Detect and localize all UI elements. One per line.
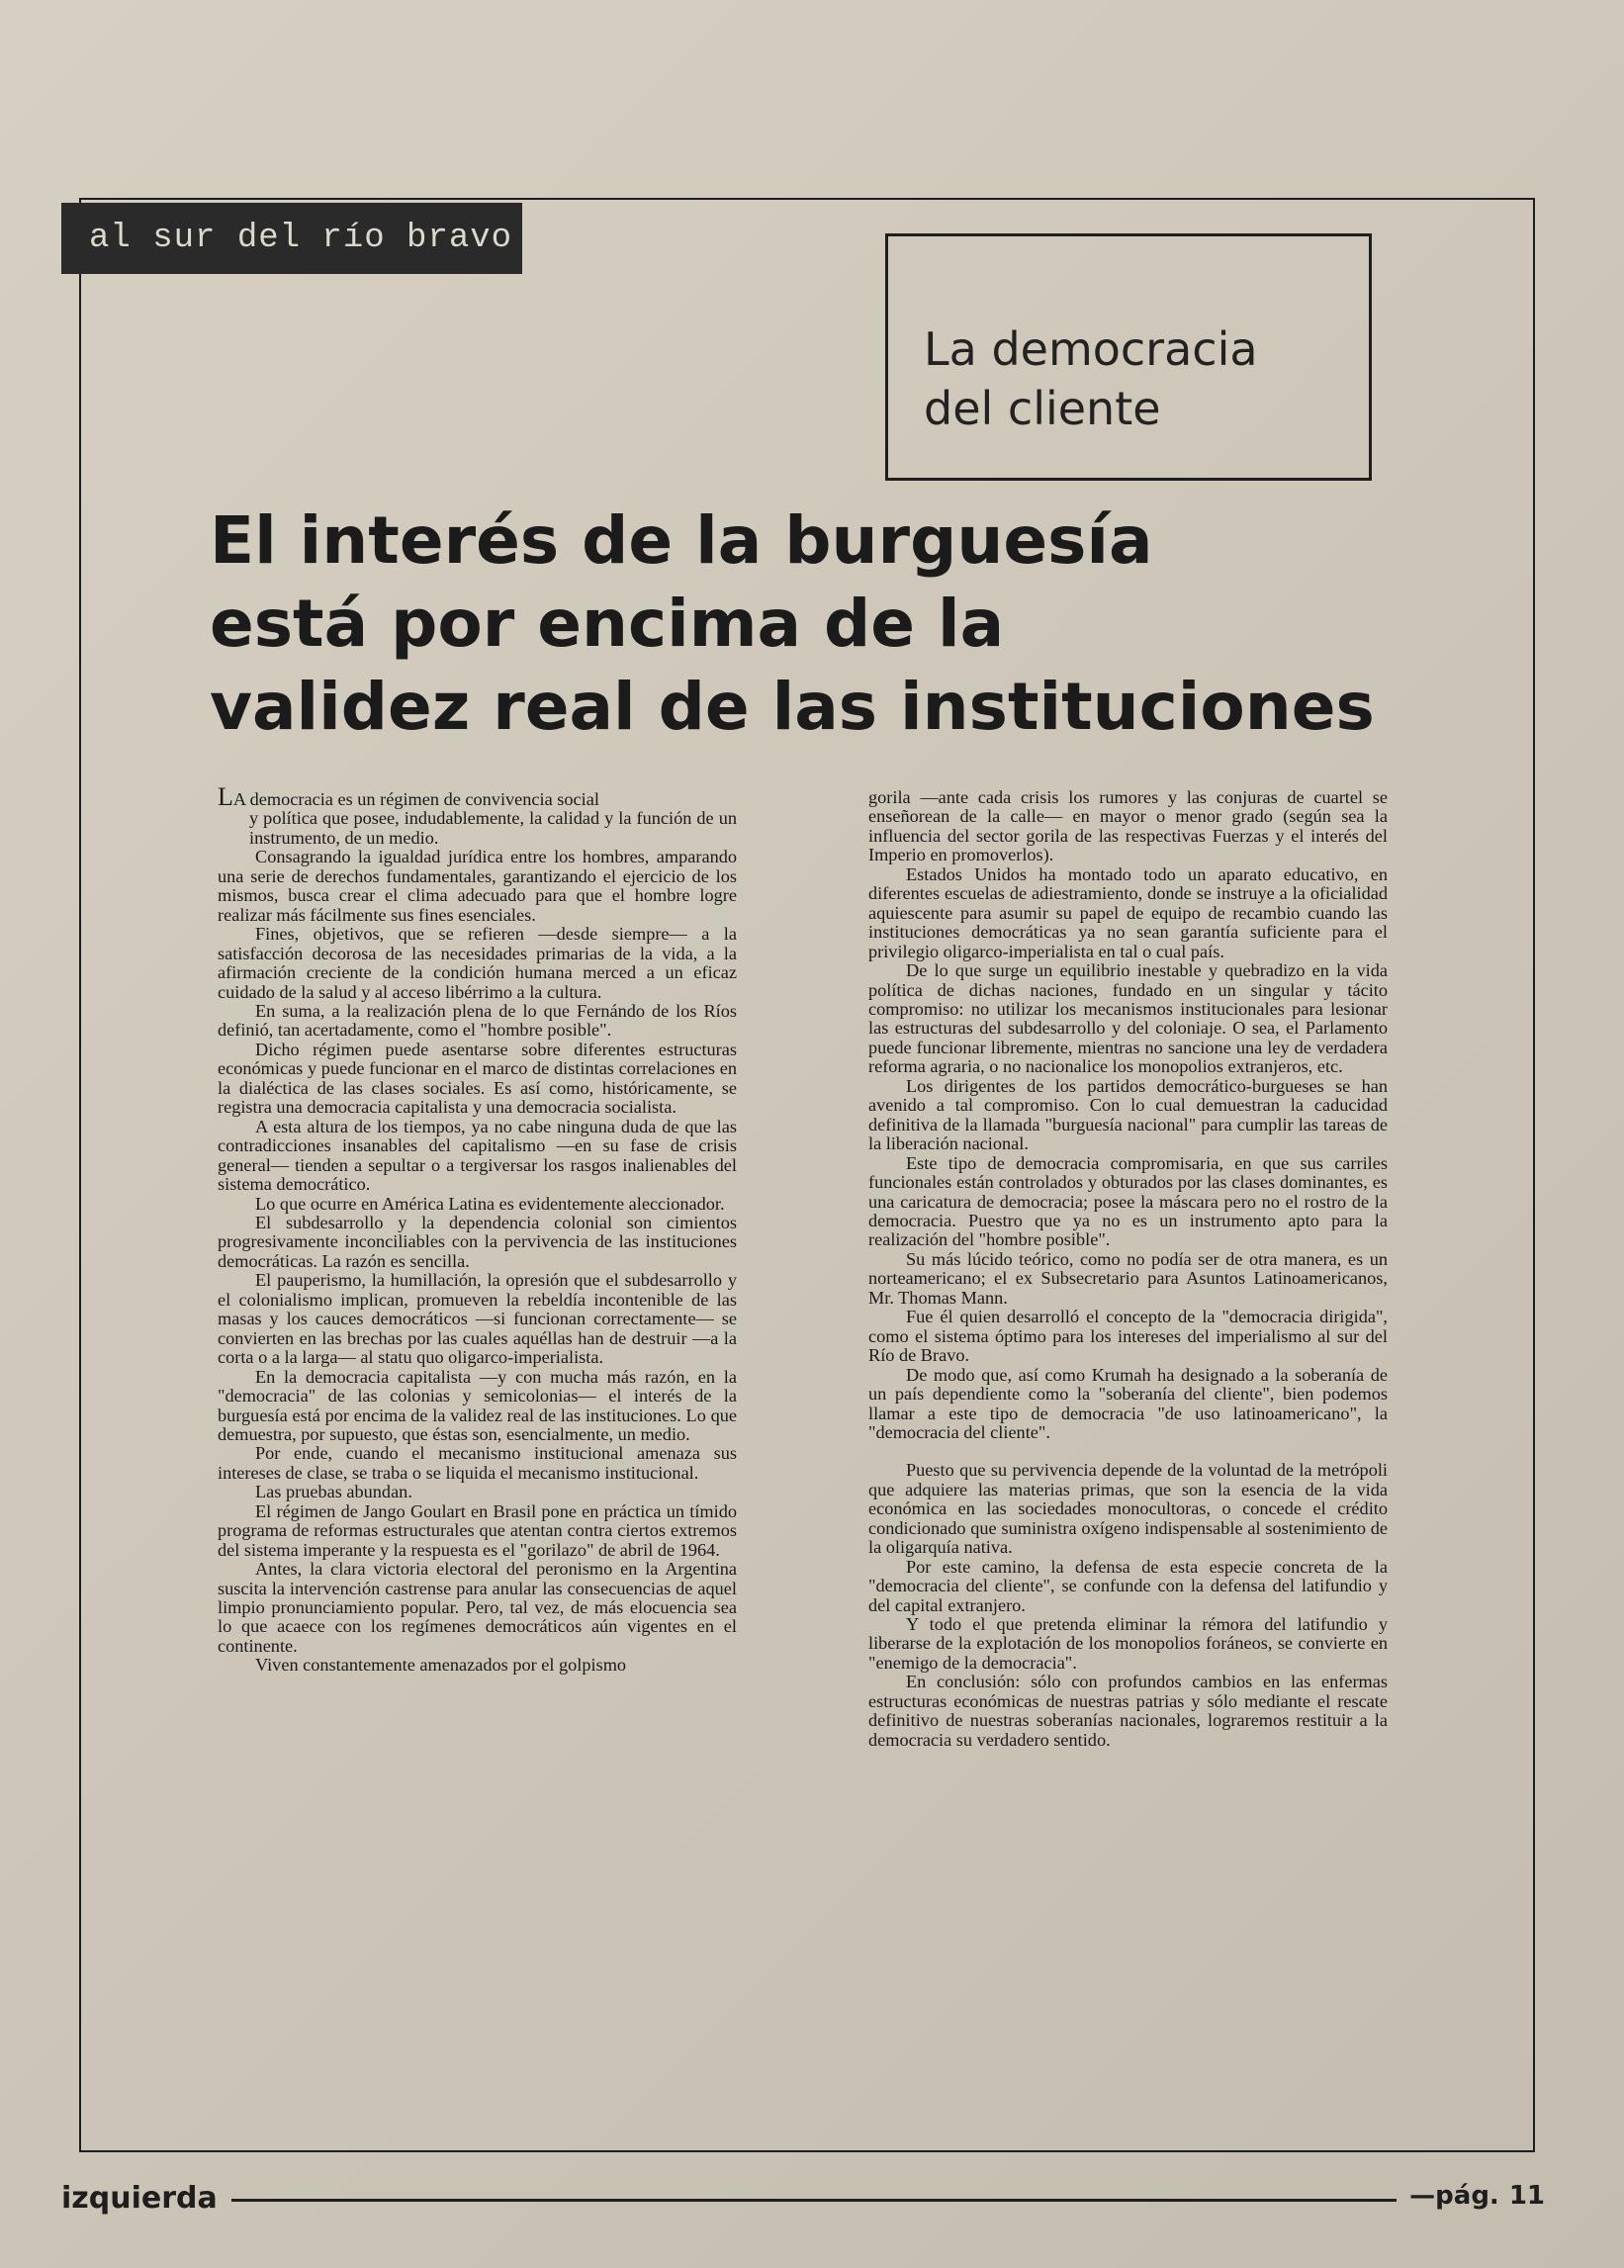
paragraph: Por ende, cuando el mecanismo institucional amenaza sus intereses de clase, se traba o se liquida el mecanismo institucional. — [218, 1443, 737, 1483]
paragraph: gorila —ante cada crisis los rumores y las conjuras de cuartel se enseñorean de la calle— en mayor o menor grado (según sea la influencia del sector gorila de las respectivas Fuerzas y el interés del Imperio en promoverlos). — [868, 787, 1388, 865]
headline — [210, 499, 1397, 749]
paragraph: Puesto que su pervivencia depende de la voluntad de la metrópoli que adquiere las materias primas, que son la esencia de la vida económica en las sociedades monocultoras, o concede el crédito condicionado que suministra oxígeno indispensable al sostenimiento de la oligarquía nativa. — [868, 1460, 1388, 1558]
headline-line: está por encima de la — [210, 586, 1005, 662]
paragraph: Fines, objetivos, que se refieren —desde siempre— a la satisfacción decorosa de las necesidades primarias de la vida, a la afirmación creciente de la condición humana merced a un eficaz cuidado de la salud y al acceso libérrimo a la cultura. — [218, 924, 737, 1002]
paragraph: Consagrando la igualdad jurídica entre los hombres, amparando una serie de derechos fundamentales, garantizando el ejercicio de los mismos, busca crear el clima adecuado para que el hombre logre realizar más fácilmente sus fines esenciales. — [218, 847, 737, 925]
paragraph: y política que posee, indudablemente, la calidad y la función de un instrumento, de un medio. — [249, 808, 737, 848]
page-footer — [61, 2181, 1545, 2217]
paragraph: Fue él quien desarrolló el concepto de la "democracia dirigida", como el sistema óptimo para los intereses del imperialismo al sur del Río de Bravo. — [868, 1307, 1388, 1366]
paragraph: Estados Unidos ha montado todo un aparato educativo, en diferentes escuelas de adiestramiento, donde se instruye a la oficialidad aquiescente para asumir su papel de equipo de recambio cuando las instituciones democráticas ya no sean garantía suficiente para el privilegio oligarco-imperialista en tal o cual país. — [868, 863, 1388, 961]
paragraph: Y todo el que pretenda eliminar la rémora del latifundio y liberarse de la explotación de los monopolios foráneos, se convierte en "enemigo de la democracia". — [868, 1614, 1388, 1673]
paragraph: Lo que ocurre en América Latina es evidentemente aleccionador. — [255, 1193, 725, 1214]
paragraph: En conclusión: sólo con profundos cambios en las enfermas estructuras económicas de nuestras patrias y sólo mediante el rescate definitivo de nuestras soberanías nacionales, lograremos restituir a la democracia su verdadero sentido. — [868, 1672, 1388, 1750]
page-label: —pág. — [1409, 2181, 1499, 2211]
headline-line: validez real de las instituciones — [210, 669, 1375, 745]
paragraph: Su más lúcido teórico, como no podía ser de otra manera, es un norteamericano; el ex Subsecretario para Asuntos Latinoamericanos, Mr. Thomas Mann. — [868, 1248, 1388, 1308]
paragraph: De modo que, así como Krumah ha designado a la soberanía de un país dependiente como la "soberanía del cliente", bien podemos llamar a este tipo de democracia "de uso latinoamericano", la "democracia del cliente". — [868, 1364, 1388, 1442]
paragraph: De lo que surge un equilibrio inestable y quebradizo en la vida política de dichas naciones, fundado en un singular y tácito compromiso: no utilizar los mecanismos institucionales para lesionar las estructuras del subdesarrollo y del coloniaje. O sea, el Parlamento puede funcionar libremente, mientras no sancione una ley de verdadera reforma agraria, o no nacionalice los monopolios extranjeros, etc. — [868, 960, 1388, 1077]
paragraph: El régimen de Jango Goulart en Brasil pone en práctica un tímido programa de reformas estructurales que atentan contra ciertos extremos del sistema imperante y la respuesta es el "gorilazo" de abril de 1964. — [218, 1500, 737, 1560]
paragraph: Dicho régimen puede asentarse sobre diferentes estructuras económicas y puede funcionar en el marco de distintas correlaciones en la dialéctica de las clases sociales. Es así como, históricamente, se registra una democracia capitalista y una democracia socialista. — [218, 1039, 737, 1118]
paragraph: Las pruebas abundan. — [255, 1482, 412, 1502]
subtitle-line: La democracia — [924, 322, 1258, 376]
headline-line: El interés de la burguesía — [210, 502, 1153, 579]
section-label: al sur del río bravo — [61, 203, 522, 274]
paragraph: En la democracia capitalista —y con mucha más razón, en la "democracia" de las colonias y semicolonias— el interés de la burguesía está por encima de la validez real de las instituciones. Lo que demuestra, por supuesto, que éstas son, esencialmente, un medio. — [218, 1366, 737, 1444]
paragraph: El pauperismo, la humillación, la opresión que el subdesarrollo y el colonialismo implican, promueven la rebeldía incontenible de las masas y los cauces democráticos —si funcionan correctamente— se convierten en las brechas por las cuales aquéllas han de destruir —a la corta o a la larga— al statu quo oligarco-imperialista. — [218, 1270, 737, 1368]
publication-name: izquierda — [61, 2181, 218, 2216]
article-column-left — [218, 782, 737, 1676]
drop-cap: L — [218, 782, 233, 811]
footer-rule — [231, 2199, 1397, 2202]
paragraph: A esta altura de los tiempos, ya no cabe ninguna duda de que las contradicciones insanables del capitalismo —en su fase de crisis general— tienden a sepultar o a tergiversar los rasgos inalienables del sistema democrático. — [218, 1116, 737, 1195]
article-column-right — [868, 788, 1388, 1750]
paragraph: Los dirigentes de los partidos democrático-burgueses se han avenido a tal compromiso. Con lo cual demuestran la caducidad definitiva de la llamada "burguesía nacional" para cumplir las tareas de la liberación nacional. — [868, 1075, 1388, 1154]
subtitle-line: del cliente — [924, 382, 1161, 435]
paragraph: Por este camino, la defensa de esta especie concreta de la "democracia del cliente", se confunde con la defensa del latifundio y del capital extranjero. — [868, 1556, 1388, 1615]
paragraph: Este tipo de democracia compromisaria, en que sus carriles funcionales están controlados y obturados por las clases dominantes, es una caricatura de democracia; posee la máscara pero no el rostro de la democracia. Puestro que ya no es un instrumento apto para la realización del "hombre posible". — [868, 1152, 1388, 1250]
page-number-label — [1399, 2181, 1545, 2211]
lead-paragraph — [218, 782, 737, 811]
paragraph: Antes, la clara victoria electoral del peronismo en la Argentina suscita la intervención castrense para anular las consecuencias de aquel limpio pronunciamiento popular. Pero, tal vez, de más elocuencia sea lo que acaece con los regímenes democráticos aún vigentes en el continente. — [218, 1559, 737, 1656]
paragraph: El subdesarrollo y la dependencia colonial son cimientos progresivamente inconciliables con la pervivencia de las instituciones democráticas. La razón es sencilla. — [218, 1212, 737, 1271]
paragraph: En suma, a la realización plena de lo que Fernándo de los Ríos definió, tan acertadamente, como el "hombre posible". — [218, 1000, 737, 1041]
lead-text: A democracia es un régimen de convivencia social — [232, 789, 599, 809]
paragraph: Viven constantemente amenazados por el golpismo — [255, 1655, 627, 1676]
page-number: 11 — [1508, 2181, 1545, 2211]
subtitle-box — [885, 233, 1372, 481]
